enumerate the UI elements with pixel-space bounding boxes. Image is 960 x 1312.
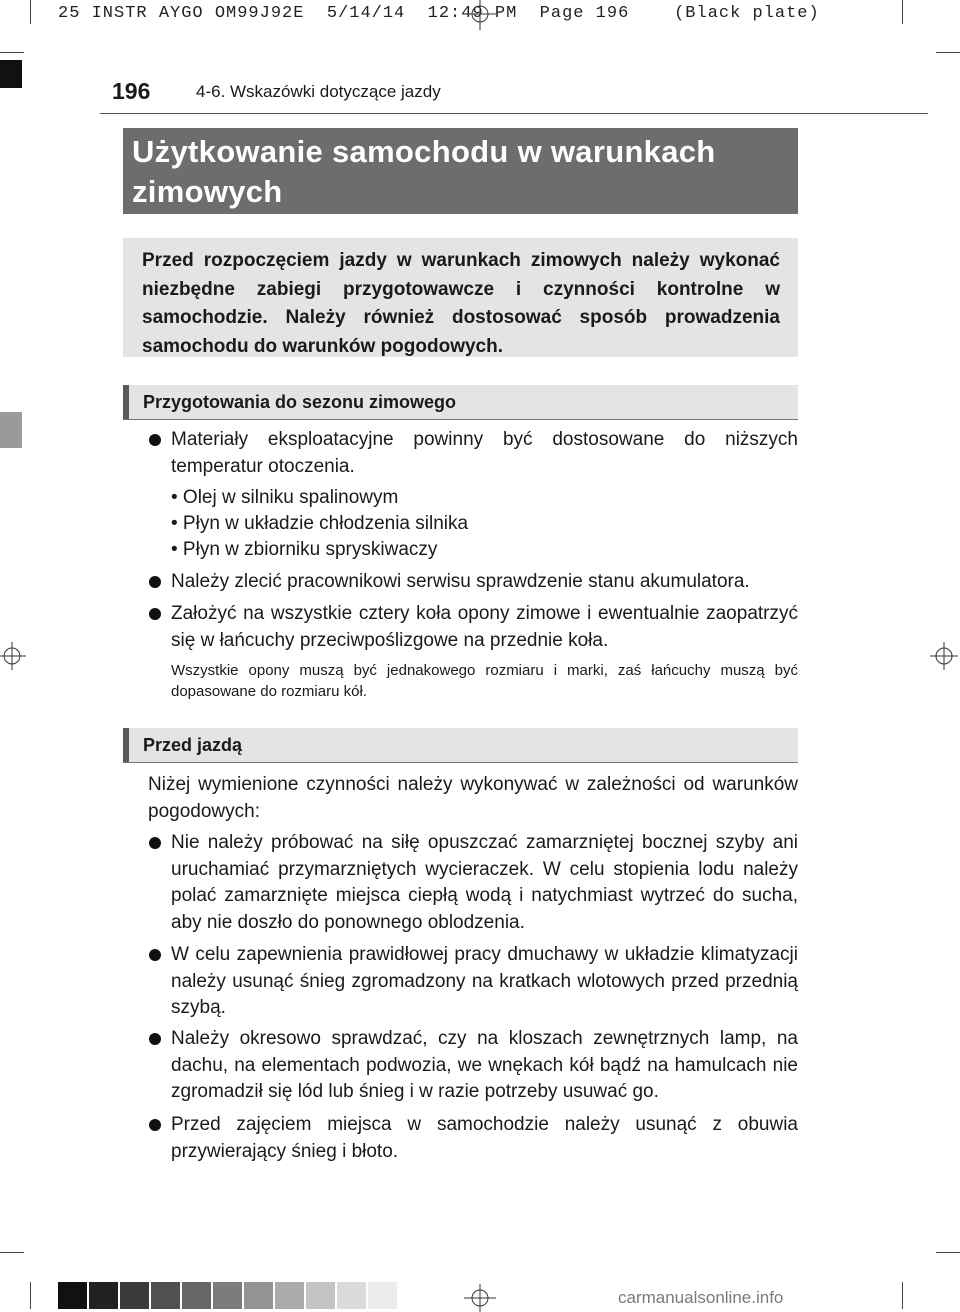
page-title-line: Użytkowanie samochodu w warunkach: [132, 134, 716, 169]
chapter-thumb-tab: [0, 412, 22, 448]
section-heading: Przed jazdą: [123, 728, 798, 762]
color-bar: [58, 1282, 397, 1309]
crop-mark: [902, 0, 903, 24]
bullet-item: Nie należy próbować na siłę opuszczać zamarzniętej bocznej szyby ani uruchamiać przymarzniętych wycieraczek. W celu stopienia lodu należy polać zamarznięte miejsca ciepłą wodą i natychmiast wytrzeć do sucha, aby nie doszło do ponownego oblodzenia.: [148, 830, 798, 936]
crop-mark: [30, 1282, 31, 1309]
bullet-item: W celu zapewnienia prawidłowej pracy dmuchawy w układzie klimatyzacji należy usunąć śnieg zgromadzony na kratkach wlotowych przed przednią szybą.: [148, 942, 798, 1022]
swatch: [120, 1282, 149, 1309]
registration-mark-icon: [0, 640, 32, 672]
swatch: [58, 1282, 87, 1309]
swatch: [306, 1282, 335, 1309]
swatch: [182, 1282, 211, 1309]
bullet-item: Przed zajęciem miejsca w samochodzie należy usunąć z obuwia przywierający śnieg i błoto.: [148, 1112, 798, 1165]
sub-item: • Płyn w zbiorniku spryskiwaczy: [171, 539, 438, 560]
crop-mark: [30, 0, 31, 24]
swatch: [151, 1282, 180, 1309]
crop-mark: [902, 1282, 903, 1309]
section-rule: [123, 419, 798, 420]
section-rule: [123, 762, 798, 763]
print-slug: 25 INSTR AYGO OM99J92E 5/14/14 12:49 PM Page 196 (Black plate): [58, 4, 820, 23]
intro-box: Przed rozpoczęciem jazdy w warunkach zimowych należy wykonać niezbędne zabiegi przygotowawcze i czynności kontrolne w samochodzie. Należy również dostosować sposób prowadzenia samochodu do warunków pogodowych.: [123, 238, 798, 357]
registration-mark-icon: [464, 1280, 496, 1312]
thumb-tab-black: [0, 60, 22, 88]
bullet-item: Należy okresowo sprawdzać, czy na kloszach zewnętrznych lamp, na dachu, na elementach podwozia, we wnękach kół bądź na hamulcach nie zgromadził się lód lub śnieg i w razie potrzeby usuwać go.: [148, 1026, 798, 1106]
sub-item: • Olej w silniku spalinowym: [171, 487, 399, 508]
lead-paragraph: Niżej wymienione czynności należy wykonywać w zależności od warunków pogodowych:: [148, 774, 798, 822]
crop-mark: [936, 1252, 960, 1253]
crop-mark: [936, 52, 960, 53]
swatch: [275, 1282, 304, 1309]
sub-item: • Płyn w układzie chłodzenia silnika: [171, 513, 469, 534]
bullet-item: Materiały eksploatacyjne powinny być dostosowane do niższych temperatur otoczenia.: [148, 427, 798, 480]
running-title: 4-6. Wskazówki dotyczące jazdy: [196, 82, 441, 101]
crop-mark: [0, 52, 24, 53]
page-title: [123, 128, 798, 214]
swatch: [244, 1282, 273, 1309]
bullet-item: Założyć na wszystkie cztery koła opony zimowe i ewentualnie zaopatrzyć się w łańcuchy przeciwpoślizgowe na przednie koła.: [148, 601, 798, 654]
registration-mark-icon: [926, 640, 958, 672]
swatch: [368, 1282, 397, 1309]
swatch: [89, 1282, 118, 1309]
swatch: [213, 1282, 242, 1309]
bullet-item: Należy zlecić pracownikowi serwisu sprawdzenie stanu akumulatora.: [148, 569, 798, 596]
section-heading: Przygotowania do sezonu zimowego: [123, 385, 798, 419]
page-number: 196: [112, 78, 151, 104]
watermark[interactable]: carmanualsonline.info: [618, 1288, 784, 1307]
page-title-line: zimowych: [132, 174, 283, 209]
note-text: Wszystkie opony muszą być jednakowego rozmiaru i marki, zaś łańcuchy muszą być dopasowane do rozmiaru kół.: [171, 662, 798, 700]
header-rule: [100, 113, 928, 114]
swatch: [337, 1282, 366, 1309]
crop-mark: [0, 1252, 24, 1253]
registration-mark-icon: [464, 0, 496, 32]
